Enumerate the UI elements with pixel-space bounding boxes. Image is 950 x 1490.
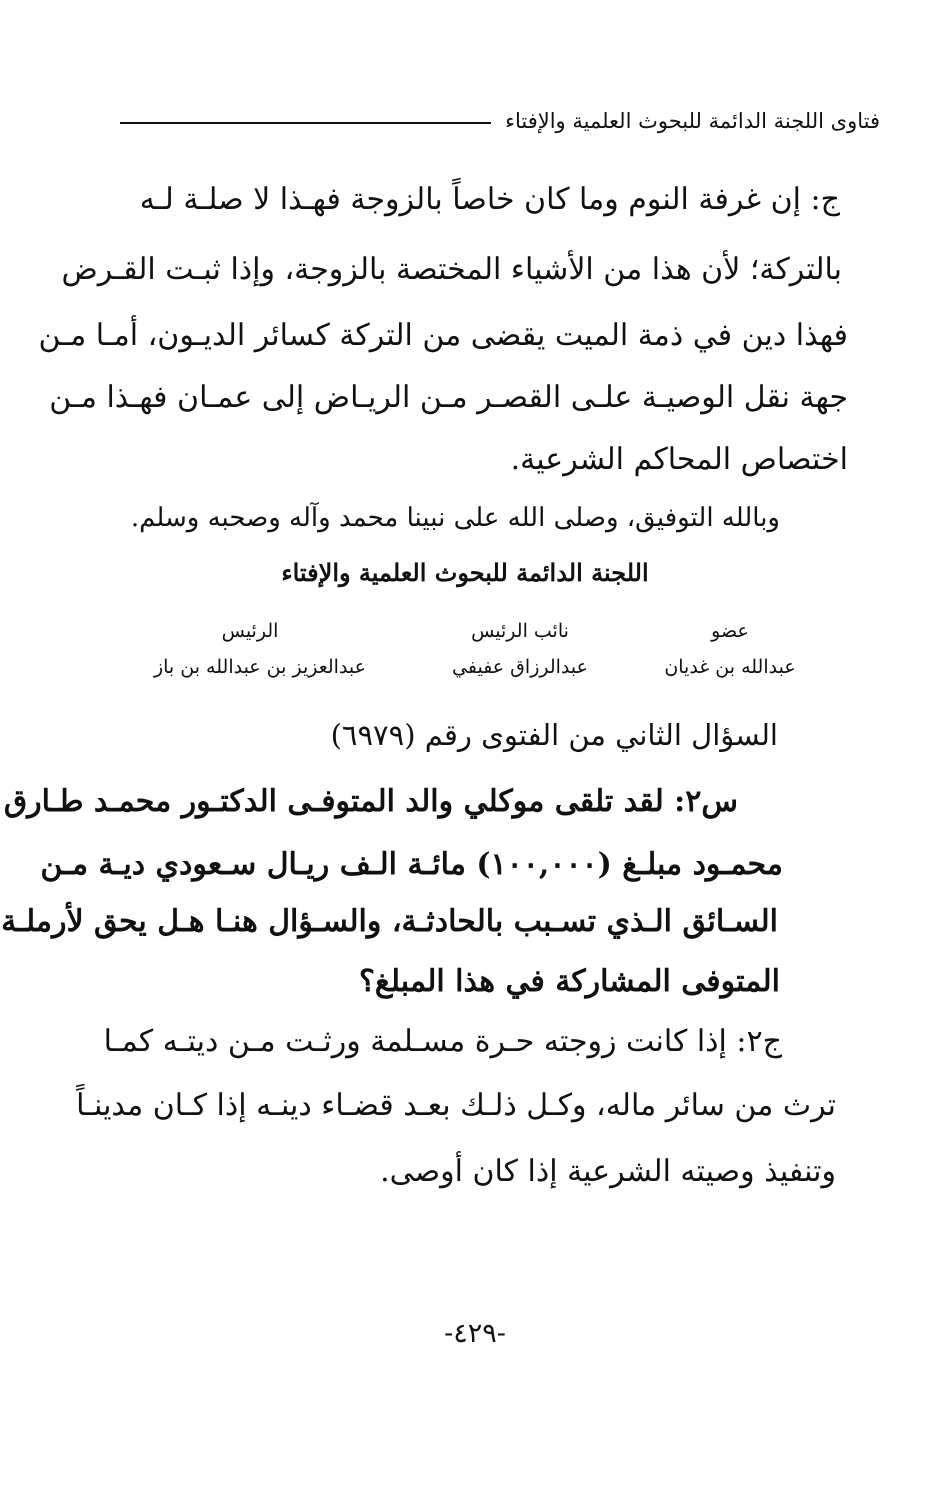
running-header-title: فتاوى اللجنة الدائمة للبحوث العلمية والإفتاء (505, 109, 880, 133)
answer1-line-1: ج: إن غرفة النوم وما كان خاصاً بالزوجة فهـذا لا صلـة لـه (139, 182, 840, 217)
question2-line-2: محمـود مبلـغ (١٠٠,٠٠٠) مائـة الـف ريـال سـعودي ديـة مـن (40, 847, 783, 882)
question2-line-1: س٢: لقد تلقى موكلي والد المتوفـى الدكتـور محمـد طـارق (3, 784, 738, 819)
running-header (120, 104, 880, 138)
header-rule (120, 122, 491, 124)
answer2-line-3: وتنفيذ وصيته الشرعية إذا كان أوصى. (380, 1154, 836, 1189)
signatory-chairman-name: عبدالعزيز بن عبدالله بن باز (153, 656, 367, 678)
answer2-line-2: ترث من سائر ماله، وكـل ذلـك بعـد قضـاء دينـه إذا كـان مدينـاً (76, 1088, 836, 1123)
answer2-line-1: ج٢: إذا كانت زوجته حـرة مسـلمة ورثـت مـن ديتـه كمـا (103, 1024, 782, 1059)
answer1-line-5: اختصاص المحاكم الشرعية. (510, 442, 848, 477)
signatory-member-name: عبدالله بن غديان (664, 656, 796, 678)
question-title: السؤال الثاني من الفتوى رقم (٦٩٧٩) (330, 718, 778, 752)
closing-prayer: وبالله التوفيق، وصلى الله على نبينا محمد وآله وصحبه وسلم. (130, 503, 780, 533)
signatory-vice-name: عبدالرزاق عفيفي (452, 656, 588, 678)
page-number: -٤٢٩- (444, 1318, 506, 1349)
signatory-chairman-role: الرئيس (221, 620, 279, 642)
question2-line-4: المتوفى المشاركة في هذا المبلغ؟ (358, 964, 780, 999)
answer1-line-4: جهة نقل الوصيـة علـى القصـر مـن الريـاض إلى عمـان فهـذا مـن (49, 380, 848, 415)
signatory-member-role: عضو (711, 620, 749, 642)
answer1-line-2: بالتركة؛ لأن هذا من الأشياء المختصة بالزوجة، وإذا ثبـت القـرض (61, 252, 842, 287)
answer1-line-3: فهذا دين في ذمة الميت يقضى من التركة كسائر الديـون، أمـا مـن (38, 318, 848, 353)
signatory-vice-role: نائب الرئيس (471, 620, 569, 642)
committee-name: اللجنة الدائمة للبحوث العلمية والإفتاء (281, 558, 649, 587)
question2-line-3: السـائق الـذي تسـبب بالحادثـة، والسـؤال هنـا هـل يحق لأرملـة (1, 904, 778, 939)
